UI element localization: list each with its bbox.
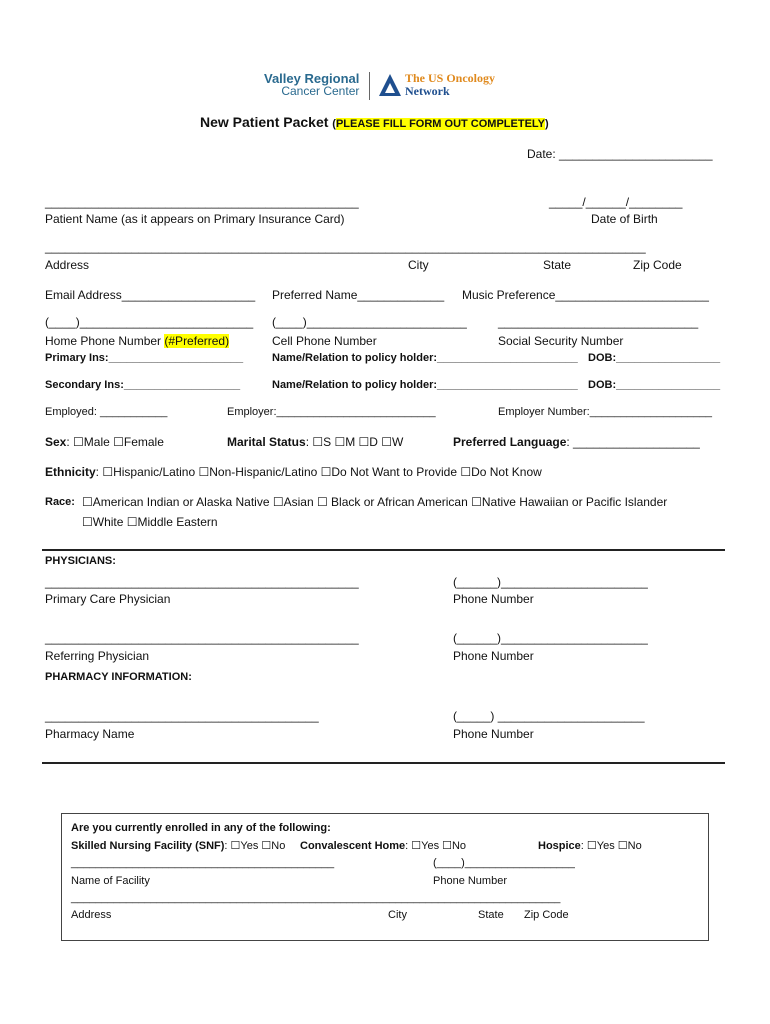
preferred-language-label: Preferred Language xyxy=(453,435,567,449)
referring-phone-label: Phone Number xyxy=(453,649,534,663)
state-label: State xyxy=(543,258,572,272)
employed-field[interactable]: Employed: ___________ xyxy=(45,406,168,418)
address-field[interactable]: __________________________________________________________________________________________ xyxy=(45,240,646,254)
secondary-policy-holder-field[interactable]: Name/Relation to policy holder:_______________________ xyxy=(272,379,578,391)
pharmacy-phone-field[interactable]: (_____) ______________________ xyxy=(453,709,645,723)
referring-physician-label: Referring Physician xyxy=(45,649,150,663)
snf-checkboxes[interactable]: : ☐Yes ☐No xyxy=(224,840,286,852)
preferred-language-line[interactable]: : ___________________ xyxy=(566,435,700,449)
patient-name-field[interactable]: _______________________________________________ xyxy=(45,195,359,209)
primary-insurance-field[interactable]: Primary Ins:______________________ xyxy=(45,352,244,364)
convalescent-home-label: Convalescent Home xyxy=(300,840,406,852)
title-paren-open: ( xyxy=(332,118,336,130)
race-options-row2[interactable]: ☐White ☐Middle Eastern xyxy=(82,515,218,529)
email-field[interactable]: Email Address____________________ xyxy=(45,288,256,302)
facility-name-field[interactable]: ___________________________________________ xyxy=(71,857,335,869)
city-label: City xyxy=(408,258,429,272)
zip-label: Zip Code xyxy=(633,258,682,272)
us-oncology-logo-icon xyxy=(378,73,402,97)
cell-phone-field[interactable]: (____)________________________ xyxy=(272,315,467,329)
preferred-marker: (#Preferred) xyxy=(164,334,230,348)
facility-phone-label: Phone Number xyxy=(433,875,507,887)
facility-phone-field[interactable]: (____)__________________ xyxy=(433,857,575,869)
logo-left-line1: Valley Regional xyxy=(264,71,360,86)
employer-field[interactable]: Employer:__________________________ xyxy=(227,406,436,418)
ethnicity-options[interactable] xyxy=(45,465,542,479)
race-label: Race: xyxy=(45,496,75,508)
snf-options[interactable] xyxy=(71,839,285,852)
physicians-heading: PHYSICIANS: xyxy=(45,555,116,567)
dob-label: Date of Birth xyxy=(591,212,658,226)
hospice-options[interactable] xyxy=(538,839,642,852)
pcp-phone-field[interactable]: (______)______________________ xyxy=(453,575,648,589)
ssn-field[interactable]: ______________________________ xyxy=(498,315,699,329)
primary-dob-field[interactable]: DOB:_________________ xyxy=(588,352,721,364)
facility-question: Are you currently enrolled in any of the following: xyxy=(71,822,331,834)
race-options-row1[interactable]: ☐American Indian or Alaska Native ☐Asian ☐ Black or African American ☐Native Hawaiian or Pacific Islander xyxy=(82,495,668,509)
facility-address-label: Address xyxy=(71,909,112,921)
pharmacy-heading: PHARMACY INFORMATION: xyxy=(45,671,192,683)
pharmacy-phone-label: Phone Number xyxy=(453,727,534,741)
referring-physician-field[interactable]: _______________________________________________ xyxy=(45,631,359,645)
primary-policy-holder-field[interactable]: Name/Relation to policy holder:_______________________ xyxy=(272,352,578,364)
pharmacy-name-field[interactable]: _________________________________________ xyxy=(45,709,319,723)
facility-address-field[interactable]: ________________________________________________________________________________ xyxy=(71,892,561,904)
convalescent-home-checkboxes[interactable]: : ☐Yes ☐No xyxy=(405,840,467,852)
pcp-label: Primary Care Physician xyxy=(45,592,171,606)
secondary-dob-field[interactable]: DOB:_________________ xyxy=(588,379,721,391)
preferred-name-field[interactable]: Preferred Name_____________ xyxy=(272,288,445,302)
facility-city-label: City xyxy=(388,909,407,921)
page-title xyxy=(200,114,549,130)
section-divider xyxy=(42,549,725,551)
music-preference-field[interactable]: Music Preference_______________________ xyxy=(462,288,709,302)
marital-status-checkboxes[interactable]: : ☐S ☐M ☐D ☐W xyxy=(305,435,404,449)
us-oncology-logo xyxy=(405,72,495,98)
snf-label: Skilled Nursing Facility (SNF) xyxy=(71,840,225,852)
logo-left-line2: Cancer Center xyxy=(281,84,360,98)
secondary-insurance-field[interactable]: Secondary Ins:___________________ xyxy=(45,379,241,391)
home-phone-field[interactable]: (____)__________________________ xyxy=(45,315,254,329)
logo-right-line1: The US Oncology xyxy=(405,71,496,85)
fill-completely-notice: PLEASE FILL FORM OUT COMPLETELY xyxy=(335,118,545,130)
hospice-checkboxes[interactable]: : ☐Yes ☐No xyxy=(580,840,642,852)
pharmacy-name-label: Pharmacy Name xyxy=(45,727,135,741)
marital-status-options[interactable] xyxy=(227,435,403,449)
address-label: Address xyxy=(45,258,90,272)
facility-name-label: Name of Facility xyxy=(71,875,150,887)
ssn-label: Social Security Number xyxy=(498,334,624,348)
marital-status-label: Marital Status xyxy=(227,435,306,449)
sex-checkboxes[interactable]: : ☐Male ☐Female xyxy=(66,435,164,449)
facility-zip-label: Zip Code xyxy=(524,909,569,921)
date-field[interactable]: Date: _______________________ xyxy=(527,147,713,161)
referring-phone-field[interactable]: (______)______________________ xyxy=(453,631,648,645)
employer-number-field[interactable]: Employer Number:____________________ xyxy=(498,406,713,418)
title-paren-close: ) xyxy=(544,118,549,130)
title-text: New Patient Packet xyxy=(200,114,329,130)
convalescent-home-options[interactable] xyxy=(300,839,466,852)
sex-options[interactable] xyxy=(45,435,164,449)
home-phone-label xyxy=(45,334,229,348)
pcp-field[interactable]: _______________________________________________ xyxy=(45,575,359,589)
cell-phone-label: Cell Phone Number xyxy=(272,334,377,348)
dob-field[interactable]: _____/______/________ xyxy=(549,195,683,209)
ethnicity-checkboxes[interactable]: : ☐Hispanic/Latino ☐Non-Hispanic/Latino ☐Do Not Want to Provide ☐Do Not Know xyxy=(95,465,542,479)
sex-label: Sex xyxy=(45,435,67,449)
logo-right-line2: Network xyxy=(405,84,450,98)
vrcc-logo xyxy=(264,72,359,98)
logo-divider xyxy=(369,72,370,100)
facility-state-label: State xyxy=(478,909,504,921)
preferred-language-field[interactable] xyxy=(453,435,700,449)
home-phone-label-text: Home Phone Number xyxy=(45,334,165,348)
hospice-label: Hospice xyxy=(538,840,581,852)
section-divider xyxy=(42,762,725,764)
ethnicity-label: Ethnicity xyxy=(45,465,96,479)
patient-name-label: Patient Name (as it appears on Primary Insurance Card) xyxy=(45,212,345,226)
pcp-phone-label: Phone Number xyxy=(453,592,534,606)
